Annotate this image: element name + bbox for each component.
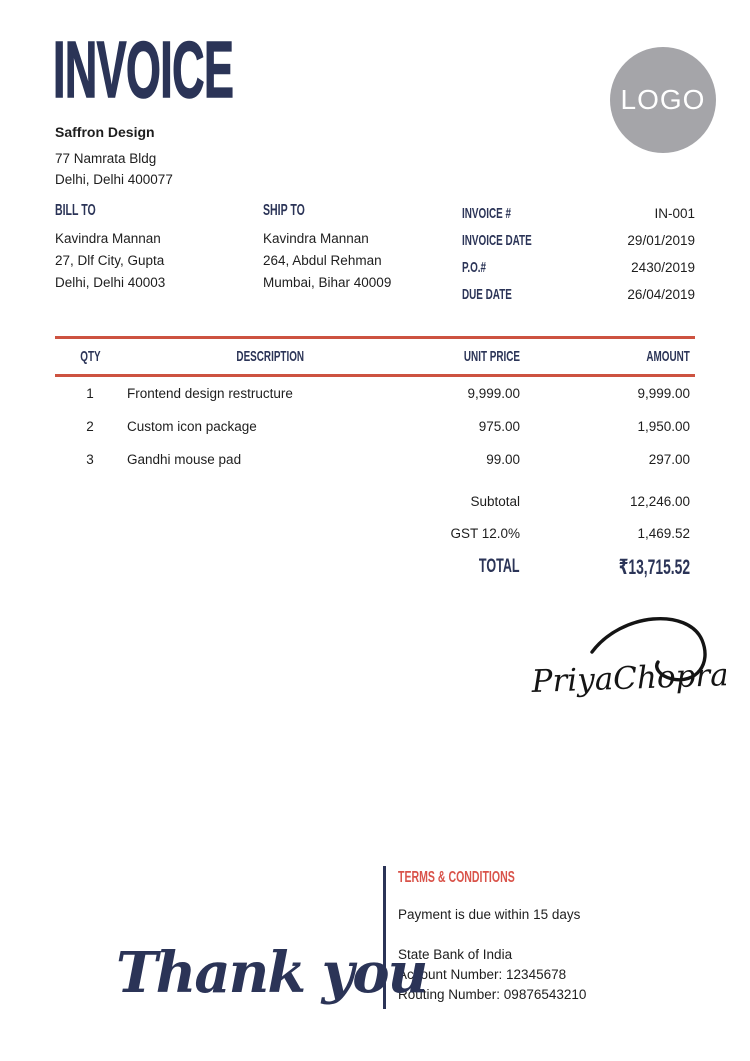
grand-total-value: ₹13,715.52: [618, 555, 690, 579]
ship-to-line: Mumbai, Bihar 40009: [263, 275, 392, 290]
ship-to-heading: SHIP TO: [263, 202, 305, 219]
signature-name: PriyaChopra: [531, 657, 726, 700]
bill-to-line: Kavindra Mannan: [55, 231, 161, 246]
po-number-label: P.O.#: [462, 259, 487, 276]
invoice-number-value: IN-001: [654, 206, 695, 221]
invoice-number-label: INVOICE #: [462, 205, 511, 222]
description-header: DESCRIPTION: [236, 348, 304, 365]
company-block: [55, 124, 173, 190]
terms-block: [383, 866, 713, 1009]
company-address-line: Delhi, Delhi 400077: [55, 172, 173, 187]
row-amount: 9,999.00: [637, 386, 690, 401]
company-address-line: 77 Namrata Bldg: [55, 151, 157, 166]
logo: [610, 47, 716, 153]
items-table: [55, 336, 695, 585]
row-unit-price: 9,999.00: [467, 386, 520, 401]
meta-row-po-number: [462, 254, 695, 281]
table-row: [55, 410, 695, 443]
table-row: [55, 443, 695, 476]
subtotal-value: 12,246.00: [629, 493, 690, 509]
totals-block: [55, 485, 695, 585]
row-description: Custom icon package: [127, 419, 257, 434]
row-qty: 3: [86, 452, 94, 467]
meta-row-invoice-number: [462, 200, 695, 227]
row-amount: 1,950.00: [637, 419, 690, 434]
terms-note: Payment is due within 15 days: [398, 907, 581, 922]
amount-header: AMOUNT: [646, 348, 690, 365]
thank-you-text: Thank you: [116, 940, 427, 1006]
po-number-value: 2430/2019: [631, 260, 695, 275]
tax-label: GST 12.0%: [450, 525, 520, 541]
due-date-value: 26/04/2019: [627, 287, 695, 302]
row-qty: 1: [86, 386, 94, 401]
meta-row-invoice-date: [462, 227, 695, 254]
subtotal-label: Subtotal: [470, 493, 520, 509]
tax-value: 1,469.52: [637, 525, 690, 541]
bill-to-heading: BILL TO: [55, 202, 96, 219]
bill-to-line: 27, Dlf City, Gupta: [55, 253, 165, 268]
row-description: Frontend design restructure: [127, 386, 293, 401]
bank-details: [398, 945, 713, 1005]
row-unit-price: 99.00: [486, 452, 520, 467]
invoice-date-label: INVOICE DATE: [462, 232, 532, 249]
subtotal-row: [55, 485, 695, 517]
invoice-meta: [462, 200, 695, 308]
signature-image: [530, 608, 726, 724]
row-amount: 297.00: [648, 452, 690, 467]
due-date-label: DUE DATE: [462, 286, 512, 303]
ship-to-block: [263, 201, 458, 294]
bill-to-line: Delhi, Delhi 40003: [55, 275, 166, 290]
invoice-title: INVOICE: [53, 25, 234, 114]
row-unit-price: 975.00: [478, 419, 520, 434]
ship-to-line: Kavindra Mannan: [263, 231, 369, 246]
bank-name: State Bank of India: [398, 947, 513, 962]
table-row: [55, 377, 695, 410]
grand-total-label: TOTAL: [479, 556, 520, 577]
logo-text: LOGO: [620, 84, 706, 115]
tax-row: [55, 517, 695, 549]
items-table-header: [55, 336, 695, 377]
qty-header: QTY: [79, 348, 101, 365]
row-qty: 2: [86, 419, 94, 434]
ship-to-line: 264, Abdul Rehman: [263, 253, 382, 268]
bill-to-block: [55, 201, 250, 294]
unit-price-header: UNIT PRICE: [463, 348, 520, 365]
meta-row-due-date: [462, 281, 695, 308]
row-description: Gandhi mouse pad: [127, 452, 242, 467]
grand-total-row: [55, 549, 695, 585]
company-name: Saffron Design: [55, 124, 155, 140]
bank-routing-number: Routing Number: 09876543210: [398, 987, 587, 1002]
bank-account-number: Account Number: 12345678: [398, 967, 567, 982]
invoice-date-value: 29/01/2019: [627, 233, 695, 248]
terms-heading: TERMS & CONDITIONS: [398, 869, 515, 886]
signature-block: [530, 608, 726, 724]
